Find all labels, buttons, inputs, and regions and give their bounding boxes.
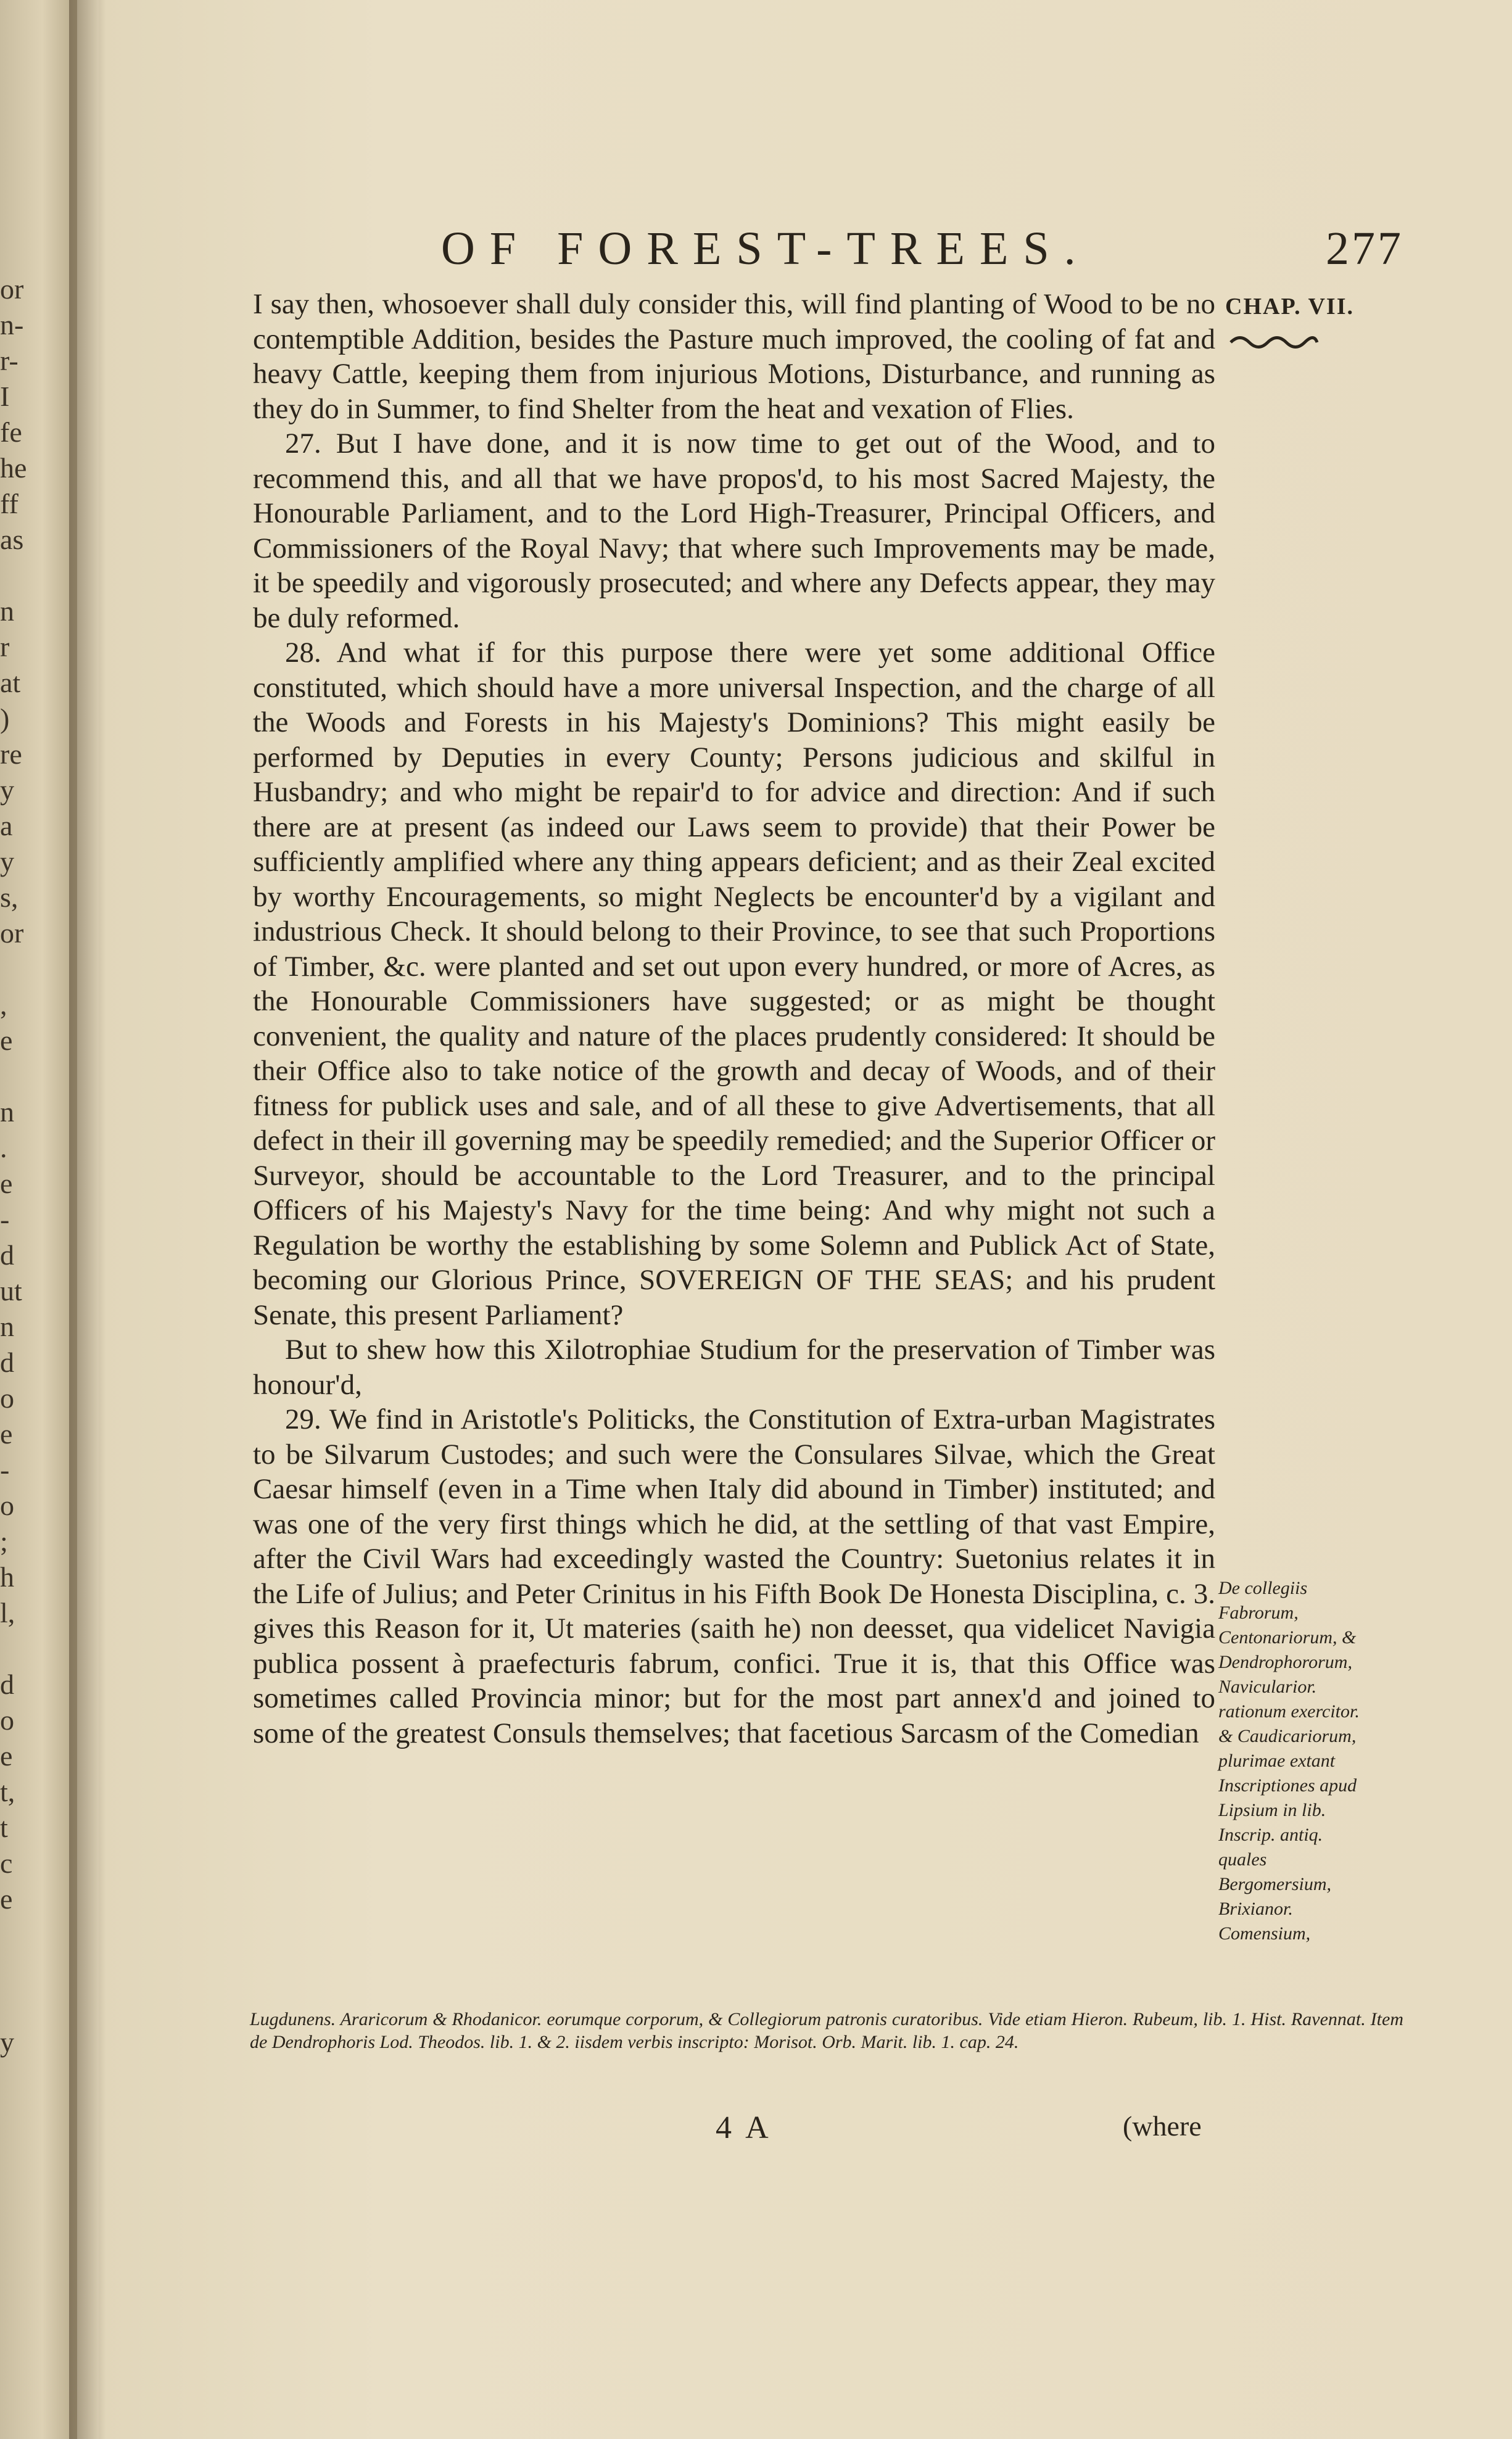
left-edge-fragment: o <box>0 1704 14 1736</box>
left-edge-fragment: he <box>0 452 27 484</box>
left-edge-fragment <box>0 1631 37 1667</box>
left-edge-fragment: n- <box>0 309 24 340</box>
left-edge-fragment: e <box>0 1883 13 1915</box>
left-edge-fragment: n <box>0 595 14 627</box>
gutter-shadow <box>69 0 106 2439</box>
left-edge-fragment: d <box>0 1669 14 1700</box>
left-edge-fragment: fe <box>0 416 22 448</box>
margin-note: De collegiis Fabrorum, Centonariorum, & Dendrophororum, Navicularior. rationum exercitor. & Caudicariorum, plurimae extant Inscriptiones apud Lipsium in lib. Inscrip. antiq. quales Bergomersium, Brixianor. Comensium, <box>1218 1578 1360 1944</box>
left-edge-fragment: y <box>0 774 14 806</box>
book-page <box>99 0 1512 2439</box>
paragraph-29: 29. We find in Aristotle's Politicks, the Constitution of Extra-urban Magistrates to be Silvarum Custodes; and such were the Consulares Silvae, which the Great Caesar himself (even in a Time when Italy did abound in Timber) instituted; and was one of the very first things which he did, at the settling of that vast Empire, after the Civil Wars had exceedingly wasted the Country: Suetonius relates it in the Life of Julius; and Peter Crinitus in his Fifth Book De Honesta Disciplina, c. 3. gives this Reason for it, Ut materies (saith he) non deesset, qua videlicet Navigia publica possent à praefecturis fabrum, confici. True it is, that this Office was sometimes called Provincia minor; but for the most part annex'd and joined to some of the greatest Consuls themselves; that facetious Sarcasm of the Comedian <box>253 1403 1215 1749</box>
footnote: Lugdunens. Araricorum & Rhodanicor. eorumque corporum, & Collegiorum patronis curatoribus. Vide etiam Hieron. Rubeum, lib. 1. Hist. Ravennat. Item de Dendrophoris Lod. Theodos. lib. 1. & 2. iisdem verbis inscripto: Morisot. Orb. Marit. lib. 1. cap. 24. <box>250 2009 1403 2052</box>
left-edge-fragment <box>0 1953 37 1989</box>
left-page-edge-text <box>0 271 37 2060</box>
left-edge-fragment: ) <box>0 703 10 734</box>
page-number: 277 <box>1326 223 1403 274</box>
left-edge-fragment: - <box>0 1203 10 1235</box>
left-edge-fragment: ; <box>0 1525 8 1557</box>
paragraph-28: 28. And what if for this purpose there were yet some additional Office constituted, which should have a more universal Inspection, and the charge of all the Woods and Forests in his Majesty's Dominions? This might easily be performed by Deputies in every County; Persons judicious and skilful in Husbandry; and who might be repair'd to for advice and direction: And if such there are at present (as indeed our Laws seem to provide) that their Power be sufficiently amplified where any thing appears deficient; and as their Zeal excited by worthy Encouragements, so might Neglects be encounter'd by a vigilant and industrious Check. It should belong to their Province, to see that such Proportions of Timber, &c. were planted and set out upon every hundred, or more of Acres, as the Honourable Commissioners have suggested; or as might be thought convenient, the quality and nature of the places prudently considered: It should be their Office also to take notice of the growth and decay of Woods, and of their fitness for publick uses and sale, and of all these to give Advertisements, that all defect in their ill governing may be speedily remedied; and the Superior Officer or Surveyor, should be accountable to the Lord Treasurer, and to the principal Officers of his Majesty's Navy for the time being: And why might not such a Regulation be worthy the establishing by some Solemn and Publick Act of State, becoming our Glorious Prince, SOVEREIGN OF THE SEAS; and his prudent Senate, this present Parliament? <box>253 637 1215 1331</box>
left-edge-fragment: y <box>0 2026 14 2058</box>
left-edge-fragment <box>0 951 37 987</box>
left-edge-fragment: , <box>0 989 7 1020</box>
left-edge-fragment: e <box>0 1418 13 1450</box>
left-edge-fragment: t, <box>0 1776 15 1807</box>
running-title: OF FOREST-TREES. <box>441 223 1091 274</box>
left-edge-fragment: h <box>0 1561 14 1593</box>
left-edge-fragment: a <box>0 810 13 841</box>
left-edge-fragment: as <box>0 524 24 555</box>
left-edge-fragment: e <box>0 1168 13 1199</box>
left-edge-fragment: e <box>0 1740 13 1772</box>
left-edge-fragment: c <box>0 1847 13 1879</box>
left-edge-fragment: - <box>0 1454 10 1485</box>
left-edge-fragment: d <box>0 1347 14 1378</box>
left-edge-fragment: n <box>0 1311 14 1342</box>
left-edge-fragment: y <box>0 846 14 877</box>
left-edge-fragment: at <box>0 667 21 698</box>
left-edge-fragment: e <box>0 1025 13 1056</box>
left-edge-fragment: r <box>0 631 10 662</box>
left-edge-fragment: I <box>0 381 10 412</box>
left-edge-fragment: re <box>0 738 22 770</box>
paragraph-xilotrophiae: But to shew how this Xilotrophiae Studium for the preservation of Timber was honour'd, <box>253 1334 1215 1401</box>
left-edge-fragment: n <box>0 1096 14 1128</box>
page-header <box>441 222 1403 296</box>
paragraph-27: 27. But I have done, and it is now time to get out of the Wood, and to recommend this, and all that we have propos'd, to his most Sacred Majesty, the Honourable Parliament, and to the Lord High-Treasurer, Principal Officers, and Commissioners of the Royal Navy; that where such Improvements may be made, it be speedily and vigorously prosecuted; and where any Defects appear, they may be duly reformed. <box>253 427 1215 634</box>
main-text <box>253 287 1215 1751</box>
ornament-flourish-icon <box>1228 330 1320 355</box>
left-edge-fragment: ff <box>0 488 19 519</box>
left-edge-fragment: o <box>0 1490 14 1521</box>
left-edge-fragment: or <box>0 273 24 305</box>
left-edge-fragment <box>0 1917 37 1953</box>
left-edge-fragment: r- <box>0 345 19 376</box>
left-edge-fragment: l, <box>0 1597 15 1628</box>
left-edge-fragment: or <box>0 917 24 949</box>
left-edge-fragment: t <box>0 1812 8 1843</box>
left-edge-fragment: d <box>0 1239 14 1271</box>
left-edge-fragment: s, <box>0 881 19 913</box>
chapter-label: CHAP. VII. <box>1225 294 1354 320</box>
paragraph-planting: I say then, whosoever shall duly consider this, will find planting of Wood to be no contemptible Addition, besides the Pasture much improved, the cooling of fat and heavy Cattle, keeping them from injurious Motions, Disturbance, and running as they do in Summer, to find Shelter from the heat and vexation of Flies. <box>253 288 1215 425</box>
left-edge-fragment <box>0 1059 37 1094</box>
left-edge-fragment <box>0 558 37 593</box>
left-edge-fragment: . <box>0 1132 7 1163</box>
left-edge-fragment <box>0 1989 37 2024</box>
left-edge-fragment: ut <box>0 1275 22 1306</box>
signature-mark: 4 A <box>716 2110 772 2145</box>
catchword: (where <box>1123 2110 1202 2142</box>
left-edge-fragment: o <box>0 1382 14 1414</box>
